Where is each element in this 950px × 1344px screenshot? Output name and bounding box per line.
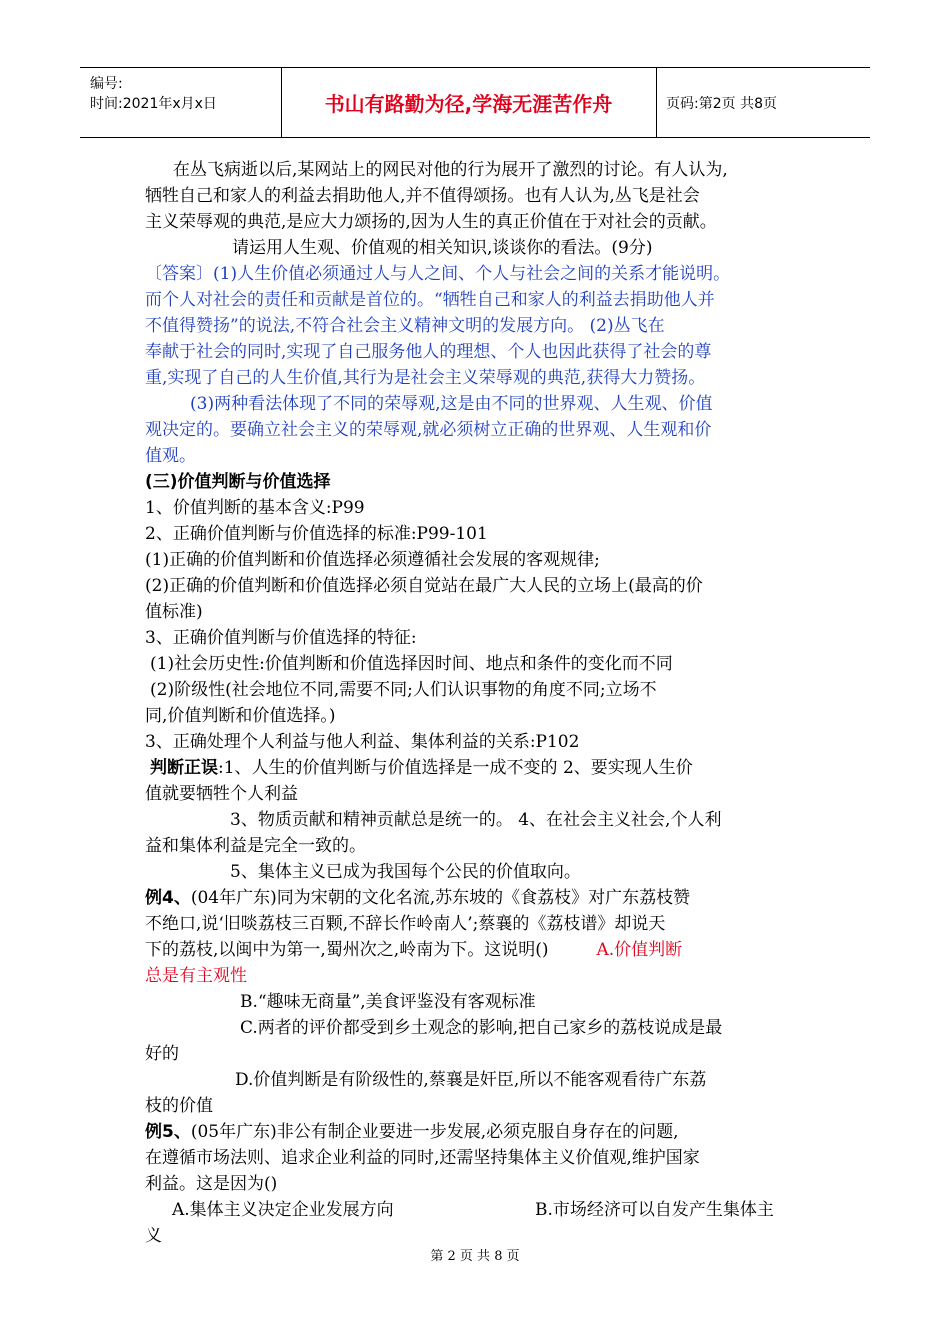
judge-line: 3、物质贡献和精神贡献总是统一的。 4、在社会主义社会,个人利	[230, 810, 722, 830]
example-5-line: 利益。这是因为()	[145, 1174, 278, 1194]
example-4-text: (04年广东)同为宋朝的文化名流,苏东坡的《食荔枝》对广东荔枝赞	[190, 888, 691, 908]
example-5-line	[145, 1120, 679, 1144]
judge-line: 值就要牺牲个人利益	[145, 784, 298, 804]
answer-line: 不值得赞扬”的说法,不符合社会主义精神文明的发展方向。 (2)丛飞在	[145, 316, 665, 336]
section-title: (三)价值判断与价值选择	[145, 472, 331, 492]
example-4-line: 不绝口,说‘旧啖荔枝三百颗,不辞长作岭南人’;蔡襄的《荔枝谱》却说天	[145, 914, 666, 934]
answer-line: (3)两种看法体现了不同的荣辱观,这是由不同的世界观、人生观、价值	[190, 394, 713, 414]
example-4-text: 下的荔枝,以闽中为第一,蜀州次之,岭南为下。这说明()	[145, 940, 549, 960]
section-line: 值标准)	[145, 602, 203, 622]
section-line: 同,价值判断和价值选择。)	[145, 706, 336, 726]
judge-line: 5、集体主义已成为我国每个公民的价值取向。	[230, 862, 581, 882]
answer-line: 值观。	[145, 446, 196, 466]
example-4-line	[145, 886, 690, 910]
example-5-option-b: 义	[145, 1226, 162, 1246]
header-page-info: 页码:第2页 共8页	[666, 95, 777, 112]
question-line: 牺牲自己和家人的利益去捐助他人,并不值得颂扬。也有人认为,丛飞是社会	[145, 186, 700, 206]
example-4-option-c: C.两者的评价都受到乡土观念的影响,把自己家乡的荔枝说成是最	[240, 1018, 723, 1038]
section-line: 3、正确处理个人利益与他人利益、集体利益的关系:P102	[145, 732, 580, 752]
example-4-option-b: B.“趣味无商量”,美食评鉴没有客观标准	[240, 992, 536, 1012]
header-table	[80, 67, 870, 138]
example-5-line: 在遵循市场法则、追求企业利益的同时,还需坚持集体主义价值观,维护国家	[145, 1148, 700, 1168]
time-label: 时间:2021年x月x日	[90, 96, 217, 112]
section-line: 3、正确价值判断与价值选择的特征:	[145, 628, 417, 648]
number-label: 编号:	[90, 76, 123, 92]
section-line: (1)社会历史性:价值判断和价值选择因时间、地点和条件的变化而不同	[150, 654, 673, 674]
example-4-option-a: A.价值判断	[596, 940, 683, 960]
example-4-label: 例4、	[145, 888, 191, 908]
example-5-option-b: B.市场经济可以自发产生集体主	[535, 1200, 774, 1220]
example-4-line	[145, 938, 682, 962]
section-line: (2)阶级性(社会地位不同,需要不同;人们认识事物的角度不同;立场不	[150, 680, 657, 700]
judge-label: 判断正误	[150, 758, 218, 778]
section-line: (2)正确的价值判断和价值选择必须自觉站在最广大人民的立场上(最高的价	[145, 576, 703, 596]
answer-line: 〔答案〕(1)人生价值必须通过人与人之间、个人与社会之间的关系才能说明。	[145, 264, 731, 284]
example-5-label: 例5、	[145, 1122, 191, 1142]
section-line: 2、正确价值判断与价值选择的标准:P99-101	[145, 524, 488, 544]
example-4-option-a: 总是有主观性	[145, 966, 247, 986]
judge-line	[150, 756, 693, 780]
example-4-option-c: 好的	[145, 1044, 179, 1064]
section-line: 1、价值判断的基本含义:P99	[145, 498, 365, 518]
header-meta	[90, 74, 217, 114]
example-4-option-d: D.价值判断是有阶级性的,蔡襄是奸臣,所以不能客观看待广东荔	[235, 1070, 707, 1090]
answer-line: 观决定的。要确立社会主义的荣辱观,就必须树立正确的世界观、人生观和价	[145, 420, 712, 440]
section-line: (1)正确的价值判断和价值选择必须遵循社会发展的客观规律;	[145, 550, 600, 570]
example-5-option-a: A.集体主义决定企业发展方向	[172, 1200, 394, 1220]
example-4-option-d: 枝的价值	[145, 1096, 213, 1116]
question-line: 主义荣辱观的典范,是应大力颂扬的,因为人生的真正价值在于对社会的贡献。	[145, 212, 717, 232]
header-divider	[656, 68, 657, 137]
answer-line: 重,实现了自己的人生价值,其行为是社会主义荣辱观的典范,获得大力赞扬。	[145, 368, 706, 388]
question-line: 请运用人生观、价值观的相关知识,谈谈你的看法。(9分)	[232, 238, 653, 258]
judge-text: :1、人生的价值判断与价值选择是一成不变的 2、要实现人生价	[218, 758, 693, 778]
header-motto: 书山有路勤为径,学海无涯苦作舟	[324, 92, 613, 116]
answer-line: 奉献于社会的同时,实现了自己服务他人的理想、个人也因此获得了社会的尊	[145, 342, 712, 362]
question-line: 在丛飞病逝以后,某网站上的网民对他的行为展开了激烈的讨论。有人认为,	[173, 160, 728, 180]
example-5-text: (05年广东)非公有制企业要进一步发展,必须克服自身存在的问题,	[190, 1122, 679, 1142]
judge-line: 益和集体利益是完全一致的。	[145, 836, 366, 856]
page-footer: 第 2 页 共 8 页	[430, 1249, 520, 1264]
answer-line: 而个人对社会的责任和贡献是首位的。“牺牲自己和家人的利益去捐助他人并	[145, 290, 715, 310]
